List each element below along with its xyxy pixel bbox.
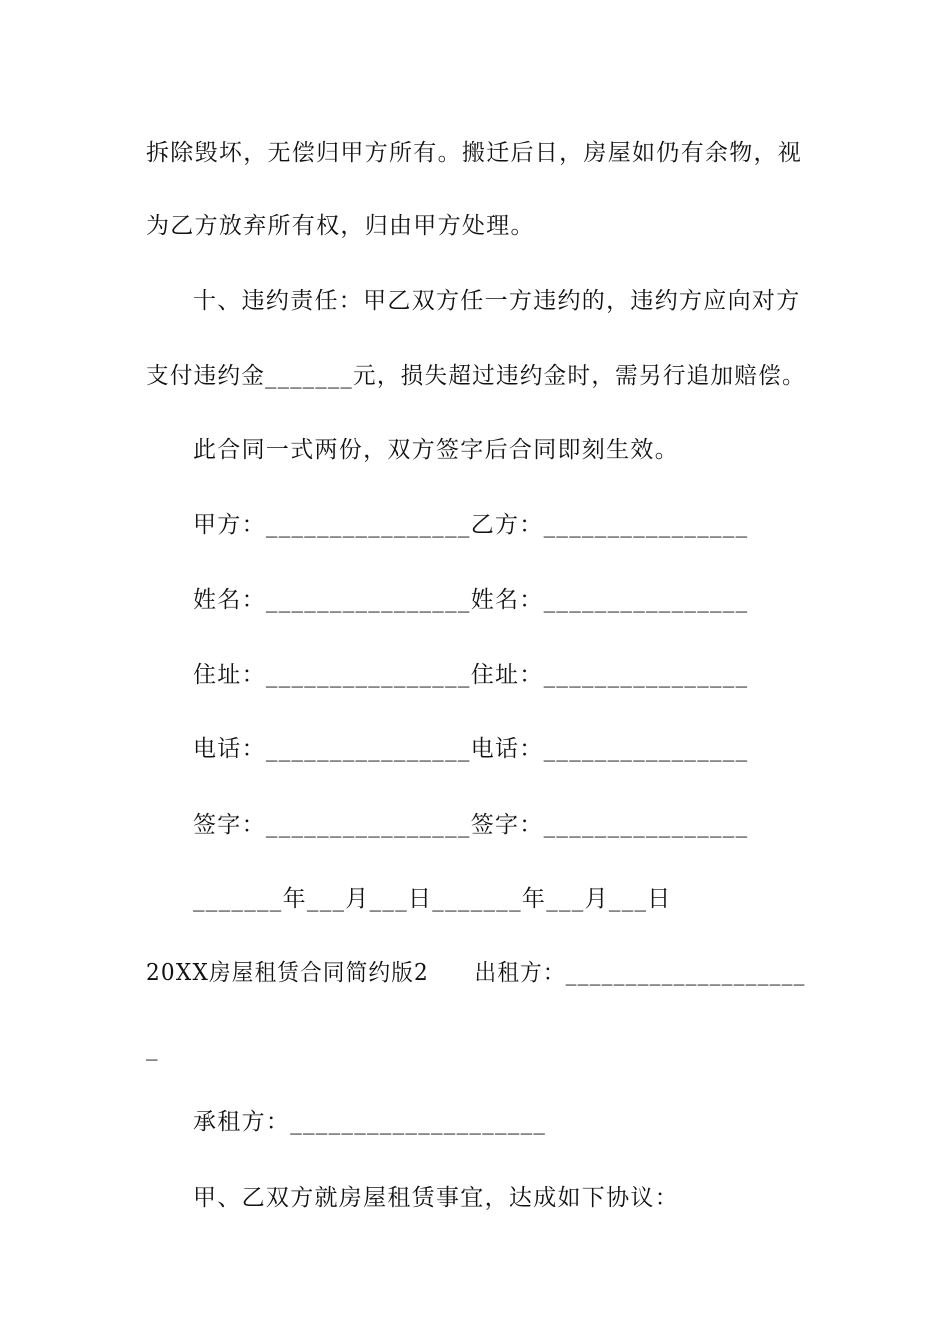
agreement-intro: 甲、乙双方就房屋租赁事宜，达成如下协议： <box>193 1185 679 1211</box>
name-row: 姓名：________________姓名：________________ <box>193 587 749 613</box>
paragraph-line: 为乙方放弃所有权，归由甲方处理。 <box>146 213 535 239</box>
section-title-line: 20XX房屋租赁合同简约版2 出租方：____________________ <box>146 960 806 986</box>
paragraph-line: 支付违约金_______元，损失超过违约金时，需另行追加赔偿。 <box>146 363 806 389</box>
effective-clause: 此合同一式两份，双方签字后合同即刻生效。 <box>193 437 679 463</box>
signature-row: 签字：________________签字：________________ <box>193 812 749 838</box>
party-row: 甲方：________________乙方：________________ <box>193 512 749 538</box>
tenant-row: 承租方：____________________ <box>193 1109 547 1135</box>
address-row: 住址：________________住址：________________ <box>193 662 749 688</box>
underscore-line: _ <box>146 1035 159 1061</box>
date-row: _______年___月___日_______年___月___日 <box>193 886 672 912</box>
paragraph-line: 拆除毁坏，无偿归甲方所有。搬迁后日，房屋如仍有余物，视 <box>146 140 803 166</box>
clause-ten-line: 十、违约责任：甲乙双方任一方违约的，违约方应向对方 <box>193 288 801 314</box>
phone-row: 电话：________________电话：________________ <box>193 736 749 762</box>
